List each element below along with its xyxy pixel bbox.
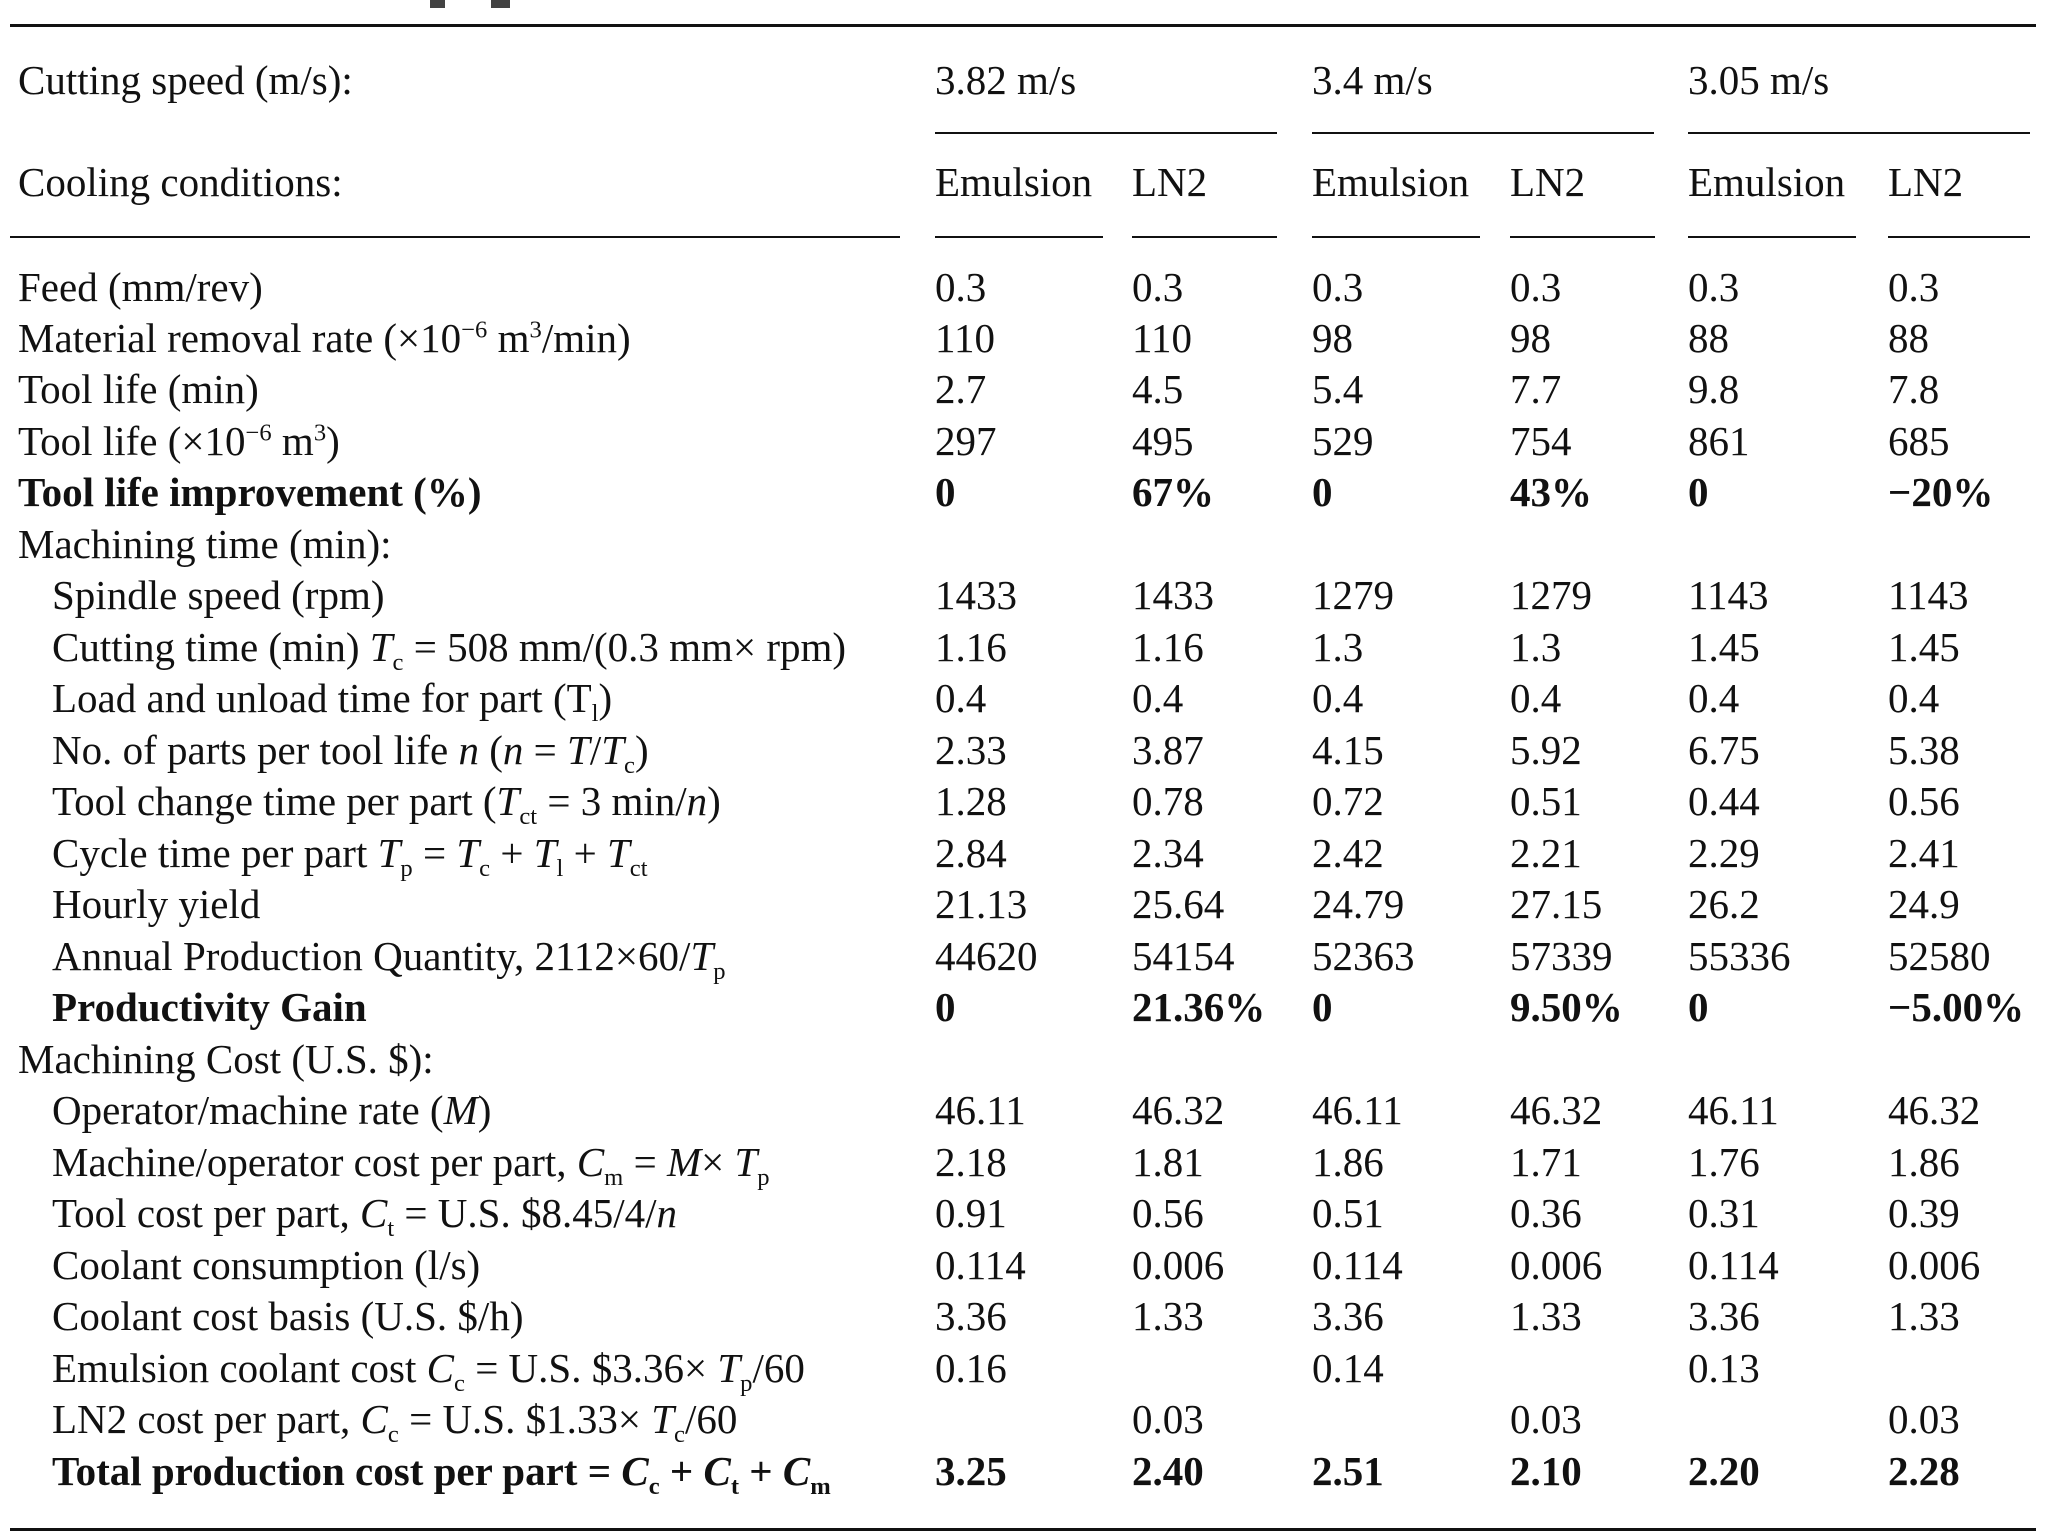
table-cell: 0: [1688, 469, 1709, 515]
table-cell: 52363: [1312, 933, 1415, 979]
row-label: Productivity Gain: [52, 984, 367, 1030]
top-rule: [10, 24, 2036, 27]
table-cell: 0.03: [1510, 1396, 1582, 1442]
table-cell: 1.86: [1312, 1139, 1384, 1185]
cropped-caption-fragment: [430, 0, 810, 8]
row-label: [52, 1188, 677, 1243]
table-cell: 24.79: [1312, 881, 1405, 927]
speed-header-2: 3.4 m/s: [1312, 57, 1433, 103]
table-row: [0, 1291, 2048, 1341]
row-label-part: Operator/machine rate (: [52, 1087, 444, 1133]
table-cell: 1.16: [1132, 624, 1204, 670]
coolant-header-6: LN2: [1888, 159, 1964, 205]
table-cell: 685: [1888, 418, 1950, 464]
table-cell: 0.56: [1888, 778, 1960, 824]
row-label-part: ): [707, 778, 721, 824]
table-row: [0, 622, 2048, 677]
coolant-header-5: Emulsion: [1688, 159, 1846, 205]
coolant-header-2: LN2: [1132, 159, 1208, 205]
row-label: [52, 931, 726, 986]
row-label-part: Tool cost per part,: [52, 1190, 360, 1236]
row-label-part: T: [369, 624, 393, 670]
table-cell: 0.3: [935, 264, 987, 310]
speed-group-rule-3: [1688, 132, 2030, 134]
row-label-part: T: [606, 830, 630, 876]
table-cell: 1433: [1132, 572, 1214, 618]
row-label-part: /: [589, 727, 602, 773]
cutting-speed-label: Cutting speed (m/s):: [18, 57, 353, 103]
table-cell: 0.03: [1888, 1396, 1960, 1442]
row-label-part: C: [703, 1448, 731, 1494]
table-cell: 0.3: [1510, 264, 1562, 310]
table-cell: 1.81: [1132, 1139, 1204, 1185]
row-label-part: ×: [701, 1139, 735, 1185]
row-label-part: c: [392, 649, 404, 677]
table-cell: 1143: [1688, 572, 1769, 618]
table-cell: 495: [1132, 418, 1194, 464]
header-rule-col-4: [1510, 236, 1655, 238]
table-row: [0, 1446, 2048, 1501]
table-cell: 88: [1888, 315, 1929, 361]
table-cell: 24.9: [1888, 881, 1960, 927]
row-label-part: C: [360, 1396, 388, 1442]
table-cell: 0.44: [1688, 778, 1760, 824]
row-label-part: +: [739, 1448, 783, 1494]
table-cell: 0.4: [1510, 675, 1562, 721]
table-cell: 4.15: [1312, 727, 1384, 773]
row-label: Tool life improvement (%): [18, 469, 482, 515]
row-label-part: l: [591, 700, 599, 728]
table-cell: 3.36: [1688, 1293, 1760, 1339]
row-label-part: c: [454, 1370, 465, 1398]
row-label: [52, 622, 847, 677]
table-cell: 54154: [1132, 933, 1235, 979]
table-cell: 2.42: [1312, 830, 1384, 876]
row-label-part: = U.S. $1.33×: [398, 1396, 652, 1442]
table-cell: 0.4: [1312, 675, 1364, 721]
table-cell: 1.28: [935, 778, 1007, 824]
table-cell: 0.3: [1888, 264, 1940, 310]
row-label-part: T: [567, 727, 590, 773]
row-label: Feed (mm/rev): [18, 264, 263, 310]
row-label-part: C: [576, 1139, 605, 1185]
table-cell: 0.13: [1688, 1345, 1760, 1391]
row-label-part: M: [666, 1139, 702, 1185]
table-cell: 1.33: [1888, 1293, 1960, 1339]
row-label-part: LN2 cost per part,: [52, 1396, 361, 1442]
row-label-part: p: [400, 855, 413, 883]
row-label-part: Emulsion coolant cost: [52, 1345, 427, 1391]
table-cell: 46.11: [935, 1087, 1026, 1133]
row-label-part: T: [533, 830, 557, 876]
table-cell: 52580: [1888, 933, 1991, 979]
table-cell: 88: [1688, 315, 1729, 361]
table-cell: 1433: [935, 572, 1017, 618]
table-cell: 529: [1312, 418, 1374, 464]
table-cell: 1.33: [1510, 1293, 1582, 1339]
row-label-part: T: [717, 1345, 741, 1391]
table-cell: −20%: [1888, 469, 1994, 515]
row-label: [52, 1137, 770, 1192]
row-label-part: =: [623, 1139, 667, 1185]
row-label-part: c: [387, 1421, 399, 1449]
table-cell: 6.75: [1688, 727, 1760, 773]
header-rule-col-1: [935, 236, 1103, 238]
row-label-part: Total production cost per part =: [52, 1448, 622, 1494]
table-cell: 0.39: [1888, 1190, 1960, 1236]
table-cell: 67%: [1132, 469, 1214, 515]
row-label-part: n: [686, 778, 708, 824]
row-label-part: Machine/operator cost per part,: [52, 1139, 577, 1185]
row-label-part: C: [621, 1448, 649, 1494]
table-cell: 0.4: [935, 675, 987, 721]
row-label-part: Annual Production Quantity, 2112×60/: [52, 933, 691, 979]
row-label-part: = U.S. $8.45/4/: [394, 1190, 657, 1236]
header-rule-col-6: [1888, 236, 2030, 238]
row-label-part: = U.S. $3.36×: [464, 1345, 718, 1391]
row-label: [52, 1085, 491, 1135]
table-cell: 2.40: [1132, 1448, 1204, 1494]
table-cell: 0.114: [1688, 1242, 1779, 1288]
table-cell: 7.7: [1510, 366, 1562, 412]
table-cell: 0.3: [1132, 264, 1184, 310]
row-label-part: +: [659, 1448, 704, 1494]
table-row: [0, 1394, 2048, 1449]
table-cell: 5.38: [1888, 727, 1960, 773]
table-cell: 21.36%: [1132, 984, 1266, 1030]
row-label-part: Cycle time per part: [52, 830, 378, 876]
speed-header-3: 3.05 m/s: [1688, 57, 1830, 103]
table-cell: 0.72: [1312, 778, 1384, 824]
row-label-part: /60: [684, 1396, 738, 1442]
row-label-part: T: [456, 830, 480, 876]
row-label-part: c: [624, 752, 635, 780]
table-cell: 46.32: [1510, 1087, 1603, 1133]
coolant-header-3: Emulsion: [1312, 159, 1470, 205]
row-label-part: ): [634, 727, 649, 773]
row-label-part: T: [601, 727, 625, 773]
table-cell: 7.8: [1888, 366, 1940, 412]
table-cell: 2.7: [935, 366, 987, 412]
table-cell: 43%: [1510, 469, 1592, 515]
row-label-part: Cutting time (min): [52, 624, 370, 670]
table-cell: 2.28: [1888, 1448, 1960, 1494]
table-cell: 0.3: [1312, 264, 1364, 310]
table-cell: 2.10: [1510, 1448, 1582, 1494]
table-row: [0, 1085, 2048, 1135]
row-label: [52, 828, 648, 883]
table-cell: 2.18: [935, 1139, 1007, 1185]
table-cell: 1.3: [1510, 624, 1562, 670]
table-cell: 46.11: [1688, 1087, 1779, 1133]
table-cell: 25.64: [1132, 881, 1225, 927]
row-label-part: Load and unload time for part (T: [52, 675, 592, 721]
table-cell: 3.36: [1312, 1293, 1384, 1339]
row-label-part: 3: [313, 419, 327, 447]
row-label-part: c: [479, 855, 491, 883]
table-cell: 2.21: [1510, 830, 1582, 876]
table-row: [0, 416, 2048, 466]
row-label: Machining time (min):: [18, 521, 392, 567]
table-cell: 0.4: [1888, 675, 1940, 721]
row-label-part: c: [674, 1421, 685, 1449]
row-label: Spindle speed (rpm): [52, 572, 385, 618]
table-cell: 0.36: [1510, 1190, 1582, 1236]
row-label-part: = 508 mm/(0.3 mm× rpm): [403, 624, 847, 670]
table-cell: 2.41: [1888, 830, 1960, 876]
table-cell: 0.4: [1132, 675, 1184, 721]
row-label-part: Tool change time per part (: [52, 778, 497, 824]
table-cell: 0.114: [1312, 1242, 1403, 1288]
header-rule-col-3: [1312, 236, 1480, 238]
table-cell: 1.45: [1888, 624, 1960, 670]
table-row: [0, 519, 2048, 569]
table-cell: 0.78: [1132, 778, 1204, 824]
table-cell: 46.32: [1888, 1087, 1981, 1133]
row-label-part: No. of parts per tool life: [52, 727, 459, 773]
row-label-part: −6: [461, 316, 488, 344]
table-row: [0, 570, 2048, 620]
row-label-part: /60: [752, 1345, 805, 1391]
table-row: [0, 828, 2048, 883]
table-cell: −5.00%: [1888, 984, 2025, 1030]
row-label: [52, 776, 721, 831]
row-label-part: t: [730, 1473, 740, 1501]
table-row: [0, 313, 2048, 363]
coolant-header-1: Emulsion: [935, 159, 1093, 205]
table-cell: 9.50%: [1510, 984, 1623, 1030]
table-cell: 5.92: [1510, 727, 1582, 773]
row-label-part: m: [810, 1473, 831, 1501]
row-label-part: ): [477, 1087, 492, 1133]
table-cell: 0: [935, 469, 956, 515]
table-cell: 0.03: [1132, 1396, 1204, 1442]
table-cell: 57339: [1510, 933, 1613, 979]
row-label-part: T: [651, 1396, 675, 1442]
row-label-part: −6: [245, 419, 272, 447]
table-cell: 98: [1510, 315, 1551, 361]
row-label-part: m: [604, 1164, 624, 1192]
row-label-part: m: [271, 418, 314, 464]
row-label: Tool life (min): [18, 366, 259, 412]
row-label-part: M: [443, 1087, 478, 1133]
table-row: [0, 879, 2048, 929]
table-cell: 0: [1312, 469, 1333, 515]
table-cell: 0.114: [935, 1242, 1026, 1288]
row-label-part: +: [490, 830, 534, 876]
table-row: [0, 776, 2048, 831]
row-label: [52, 673, 613, 728]
row-label-part: C: [782, 1448, 811, 1494]
header-rule-col-5: [1688, 236, 1856, 238]
row-label-part: n: [656, 1190, 677, 1236]
table-row: [0, 467, 2048, 517]
row-label-part: ): [326, 418, 340, 464]
speed-header-1: 3.82 m/s: [935, 57, 1077, 103]
row-label: [52, 1446, 831, 1501]
table-row: [0, 262, 2048, 312]
table-cell: 1279: [1510, 572, 1592, 618]
row-label-part: Material removal rate (×10: [18, 315, 462, 361]
row-label-part: ct: [519, 803, 538, 831]
row-label-part: p: [757, 1164, 770, 1192]
table-row: [0, 1240, 2048, 1290]
table-cell: 0: [1688, 984, 1709, 1030]
table-row: [0, 982, 2048, 1032]
row-label: [18, 313, 631, 363]
table-cell: 1279: [1312, 572, 1394, 618]
table-cell: 0.3: [1688, 264, 1740, 310]
table-cell: 0.006: [1510, 1242, 1603, 1288]
row-label-part: n: [458, 727, 479, 773]
row-label-part: n: [502, 727, 524, 773]
table-cell: 1.71: [1510, 1139, 1582, 1185]
row-label-part: T: [734, 1139, 758, 1185]
table-cell: 0.91: [935, 1190, 1007, 1236]
row-label-part: m: [487, 315, 530, 361]
row-label-part: T: [496, 778, 520, 824]
table-cell: 26.2: [1688, 881, 1760, 927]
table-cell: 9.8: [1688, 366, 1740, 412]
row-label: [18, 416, 340, 466]
header-rule-col-2: [1132, 236, 1277, 238]
speed-group-rule-2: [1312, 132, 1654, 134]
table-cell: 1.16: [935, 624, 1007, 670]
table-cell: 0.51: [1312, 1190, 1384, 1236]
table-cell: 44620: [935, 933, 1038, 979]
table-cell: 3.36: [935, 1293, 1007, 1339]
table-cell: 46.11: [1312, 1087, 1403, 1133]
table-cell: 0: [1312, 984, 1333, 1030]
table-row: [0, 931, 2048, 986]
table-cell: 754: [1510, 418, 1572, 464]
table-cell: 861: [1688, 418, 1750, 464]
table-cell: 1.76: [1688, 1139, 1760, 1185]
table-cell: 2.29: [1688, 830, 1760, 876]
row-label-part: C: [426, 1345, 455, 1391]
coolant-header-4: LN2: [1510, 159, 1586, 205]
table-cell: 0.006: [1888, 1242, 1981, 1288]
table-cell: 1.3: [1312, 624, 1364, 670]
table-cell: 27.15: [1510, 881, 1603, 927]
table-cell: 1143: [1888, 572, 1969, 618]
table-row: [0, 1034, 2048, 1084]
row-label-part: p: [740, 1370, 753, 1398]
row-label: [52, 725, 649, 780]
table-cell: 2.33: [935, 727, 1007, 773]
table-cell: 3.87: [1132, 727, 1204, 773]
table-cell: 2.51: [1312, 1448, 1384, 1494]
row-label: Coolant cost basis (U.S. $/h): [52, 1293, 524, 1339]
table-cell: 46.32: [1132, 1087, 1225, 1133]
table-cell: 3.25: [935, 1448, 1007, 1494]
row-label-part: C: [359, 1190, 388, 1236]
row-label-part: p: [713, 958, 726, 986]
table-cell: 0: [935, 984, 956, 1030]
table-row: [0, 673, 2048, 728]
table-cell: 0.16: [935, 1345, 1007, 1391]
row-label-part: t: [387, 1215, 395, 1243]
row-label: Machining Cost (U.S. $):: [18, 1036, 434, 1082]
table-cell: 297: [935, 418, 997, 464]
table-row: [0, 1188, 2048, 1243]
header-rule-label: [10, 236, 900, 238]
row-label-part: Tool life (×10: [18, 418, 246, 464]
row-label-part: c: [648, 1473, 660, 1501]
row-label-part: = 3 min/: [537, 778, 687, 824]
table-cell: 1.33: [1132, 1293, 1204, 1339]
bottom-rule: [10, 1528, 2036, 1531]
row-label: [52, 1343, 805, 1398]
row-label-part: =: [523, 727, 568, 773]
row-label-part: ct: [629, 855, 648, 883]
speed-group-rule-1: [935, 132, 1277, 134]
row-label-part: =: [412, 830, 457, 876]
table-cell: 2.34: [1132, 830, 1204, 876]
row-label: Hourly yield: [52, 881, 261, 927]
row-label-part: 3: [529, 316, 542, 344]
table-cell: 0.31: [1688, 1190, 1760, 1236]
table-cell: 0.56: [1132, 1190, 1204, 1236]
table-cell: 1.45: [1688, 624, 1760, 670]
table-cell: 0.14: [1312, 1345, 1384, 1391]
table-cell: 0.51: [1510, 778, 1582, 824]
table-cell: 1.86: [1888, 1139, 1960, 1185]
table-cell: 2.20: [1688, 1448, 1760, 1494]
table-cell: 21.13: [935, 881, 1028, 927]
row-label: [52, 1394, 738, 1449]
row-label-part: T: [690, 933, 714, 979]
row-label-part: ): [598, 675, 613, 721]
table-cell: 2.84: [935, 830, 1007, 876]
table-cell: 55336: [1688, 933, 1791, 979]
table-row: [0, 364, 2048, 414]
table-row: [0, 1137, 2048, 1192]
row-label-part: l: [556, 855, 564, 883]
table-cell: 110: [935, 315, 995, 361]
row-label: Coolant consumption (l/s): [52, 1242, 481, 1288]
table-cell: 5.4: [1312, 366, 1364, 412]
table-cell: 0.006: [1132, 1242, 1225, 1288]
table-row: [0, 1343, 2048, 1398]
row-label-part: +: [563, 830, 607, 876]
row-label-part: T: [377, 830, 401, 876]
table-cell: 4.5: [1132, 366, 1184, 412]
table-cell: 110: [1132, 315, 1192, 361]
row-label-part: /min): [541, 315, 631, 361]
row-label-part: (: [478, 727, 503, 773]
cooling-conditions-label: Cooling conditions:: [18, 159, 343, 205]
table-cell: 0.4: [1688, 675, 1740, 721]
table-row: [0, 725, 2048, 780]
table-cell: 98: [1312, 315, 1353, 361]
